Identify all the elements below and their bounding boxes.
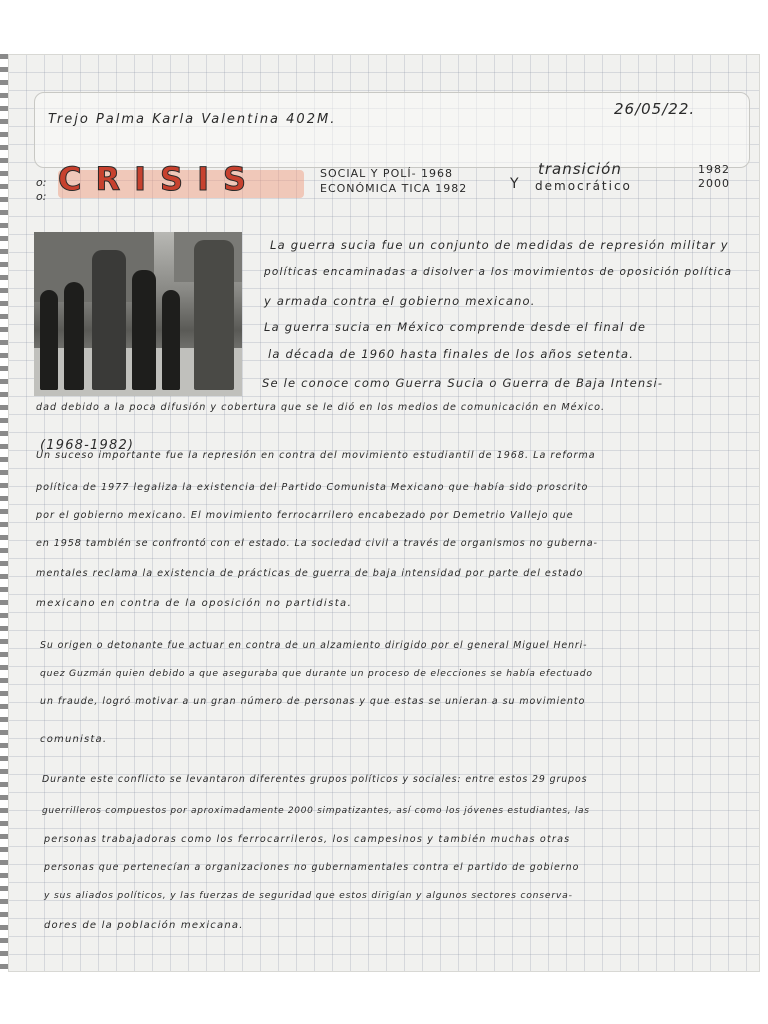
text-line: políticas encaminadas a disolver a los movimientos de oposición política [264, 266, 733, 278]
text-line: en 1958 también se confrontó con el estado. La sociedad civil a través de organismos no guberna- [36, 538, 598, 549]
student-name: Trejo Palma Karla Valentina 402M. [48, 112, 337, 127]
text-line: guerrilleros compuestos por aproximadamente 2000 simpatizantes, así como los jóvenes estudiantes, las [42, 806, 590, 816]
date: 26/05/22. [614, 100, 696, 118]
text-line: la década de 1960 hasta finales de los años setenta. [268, 347, 635, 361]
subtitle-social: SOCIAL Y POLÍ- 1968 [320, 167, 454, 180]
text-line: La guerra sucia en México comprende desde el final de [264, 320, 647, 334]
text-line: mentales reclama la existencia de prácticas de guerra de baja intensidad por parte del estado [36, 568, 584, 579]
text-line: La guerra sucia fue un conjunto de medidas de represión militar y [270, 238, 729, 252]
title-crisis: CRISIS [58, 160, 261, 198]
photo-soldier [132, 270, 156, 390]
text-line: Un suceso importante fue la represión en contra del movimiento estudiantil de 1968. La reforma [36, 450, 596, 461]
photo-soldier [162, 290, 180, 390]
text-line: personas trabajadoras como los ferrocarrileros, los campesinos y también muchas otras [44, 834, 571, 845]
photo-soldier [40, 290, 58, 390]
text-line: dores de la población mexicana. [44, 920, 244, 931]
text-line: mexicano en contra de la oposición no partidista. [36, 598, 353, 609]
historical-photo [34, 232, 242, 396]
subtitle-y: Y [510, 176, 520, 192]
photo-soldier [194, 240, 234, 390]
text-line: política de 1977 legaliza la existencia del Partido Comunista Mexicano que había sido proscrito [36, 482, 589, 493]
text-line: Su origen o detonante fue actuar en contra de un alzamiento dirigido por el general Miguel Henri- [40, 640, 588, 651]
text-line: y sus aliados políticos, y las fuerzas de seguridad que estos dirigían y algunos sectores conserva- [44, 890, 573, 901]
text-line: un fraude, logró motivar a un gran número de personas y que estas se unieran a su movimiento [40, 696, 586, 707]
photo-detainee [92, 250, 126, 390]
subtitle-years: 1982 2000 [698, 163, 730, 190]
subtitle-economica: ECONÓMICA TICA 1982 [320, 182, 468, 195]
text-line: comunista. [40, 734, 108, 745]
text-line: (1968-1982) [40, 438, 135, 453]
text-line: y armada contra el gobierno mexicano. [264, 294, 536, 308]
text-line: Se le conoce como Guerra Sucia o Guerra de Baja Intensi- [262, 376, 664, 390]
text-line: por el gobierno mexicano. El movimiento ferrocarrilero encabezado por Demetrio Vallejo que [36, 510, 574, 521]
text-line: quez Guzmán quien debido a que aseguraba que durante un proceso de elecciones se había efectuado [40, 668, 593, 679]
subtitle-democratico: democrático [535, 179, 632, 193]
text-line: Durante este conflicto se levantaron diferentes grupos políticos y sociales: entre estos 29 grupos [42, 774, 588, 785]
photo-soldier [64, 282, 84, 390]
subtitle-transicion: transición [538, 160, 622, 178]
title-bullets: o: o: [36, 176, 47, 203]
text-line: personas que pertenecían a organizaciones no gubernamentales contra el partido de gobierno [44, 862, 580, 873]
text-line: dad debido a la poca difusión y cobertura que se le dió en los medios de comunicación en México. [36, 402, 606, 413]
